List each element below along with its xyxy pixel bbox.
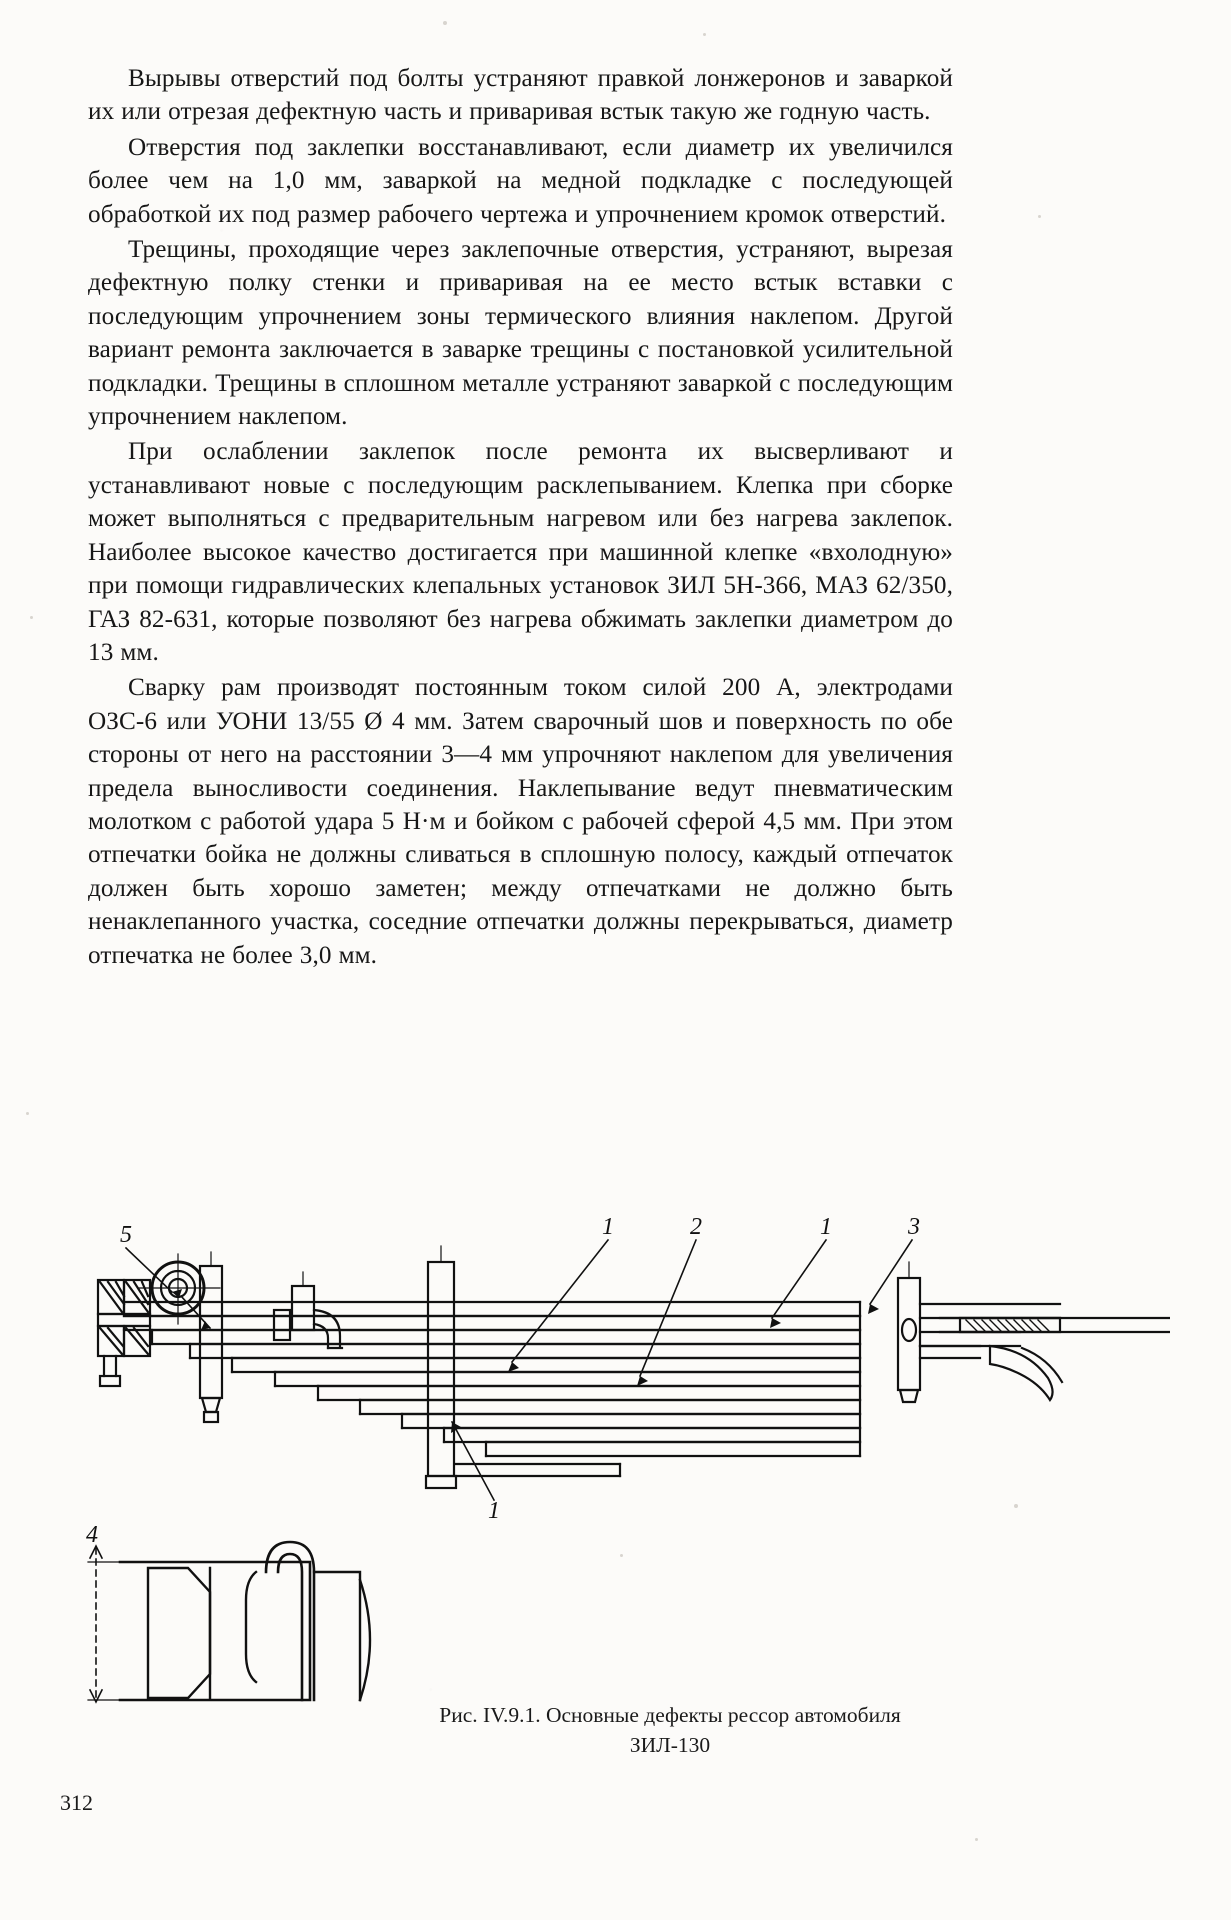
callout-1-c: 1 [488, 1498, 500, 1524]
figure-leaf-spring-defects [60, 1200, 1170, 1760]
spring-center-clamp [426, 1246, 456, 1488]
callout-3: 3 [908, 1214, 920, 1240]
rear-eye-detail [898, 1262, 1170, 1402]
scan-speck [1038, 215, 1041, 218]
callout-1-a: 1 [602, 1214, 614, 1240]
callout-2: 2 [690, 1214, 702, 1240]
scan-speck [443, 21, 447, 25]
figure-caption-line-2: ЗИЛ-130 [629, 1733, 711, 1757]
body-text [88, 62, 953, 972]
paragraph-2: Отверстия под заклепки восстанавливают, если диаметр их увеличился более чем на 1,0 мм, заваркой на медной подкладке с последующей обработкой их под размер рабочего чертежа и упрочнением кромок отверстий. [88, 133, 953, 228]
leaf-stack [124, 1302, 860, 1456]
paragraph-1: Вырывы отверстий под болты устраняют правкой лонжеронов и заваркой их или отрезая дефектную часть и приваривая встык такую же годную часть. [88, 65, 953, 126]
callout-4: 4 [86, 1522, 98, 1548]
scan-speck [26, 1112, 29, 1115]
paragraph-4: При ослаблении заклепок после ремонта их высверливают и устанавливают новые с последующим расклепыванием. Клепка при сборке может выполняться с предварительным нагревом или без нагрева заклепок. Наиболее высокое качество достигается при машинной клепке «вхолодную» при помощи гидравлических клепальных установок ЗИЛ 5Н-366, МАЗ 62/350, ГАЗ 82-631, которые позволяют без нагрева обжимать заклепки диаметром до 13 мм. [88, 438, 953, 666]
callout-1-b: 1 [820, 1214, 832, 1240]
page-number: 312 [60, 1790, 93, 1815]
scan-speck [703, 33, 706, 36]
scan-speck [975, 1838, 978, 1841]
callout-leaders [126, 1240, 912, 1500]
scan-speck [30, 616, 33, 619]
u-bolt-loop [266, 1542, 314, 1700]
spring-hanger [292, 1272, 342, 1348]
callout-5: 5 [120, 1222, 132, 1248]
left-bracket [98, 1280, 150, 1386]
spring-clip [274, 1310, 290, 1340]
leaf-end-detail [88, 1542, 370, 1702]
figure-caption [380, 1700, 960, 1760]
figure-caption-line-1: Рис. IV.9.1. Основные дефекты рессор автомобиля [439, 1703, 901, 1727]
paragraph-5: Сварку рам производят постоянным током силой 200 А, электродами ОЗС-6 или УОНИ 13/55 Ø 4 мм. Затем сварочный шов и поверхность по обе стороны от него на расстоянии 3—4 мм упрочняют наклепом для увеличения предела выносливости соединения. Наклепывание ведут пневматическим молотком с работой удара 5 Н·м и бойком с рабочей сферой 4,5 мм. При этом отпечатки бойка не должны сливаться в сплошную полосу, каждый отпечаток должен быть хорошо заметен; между отпечатками не должно быть ненаклепанного участка, соседние отпечатки должны перекрываться, диаметр отпечатка не более 3,0 мм. [88, 674, 953, 969]
paragraph-3: Трещины, проходящие через заклепочные отверстия, устраняют, вырезая дефектную полку стенки и приваривая на ее место встык вставки с последующим упрочнением зоны термического влияния наклепом. Другой вариант ремонта заключается в заварке трещины с постановкой усилительной подкладки. Трещины в сплошном металле устраняют заваркой с последующим упрочнением наклепом. [88, 236, 953, 431]
